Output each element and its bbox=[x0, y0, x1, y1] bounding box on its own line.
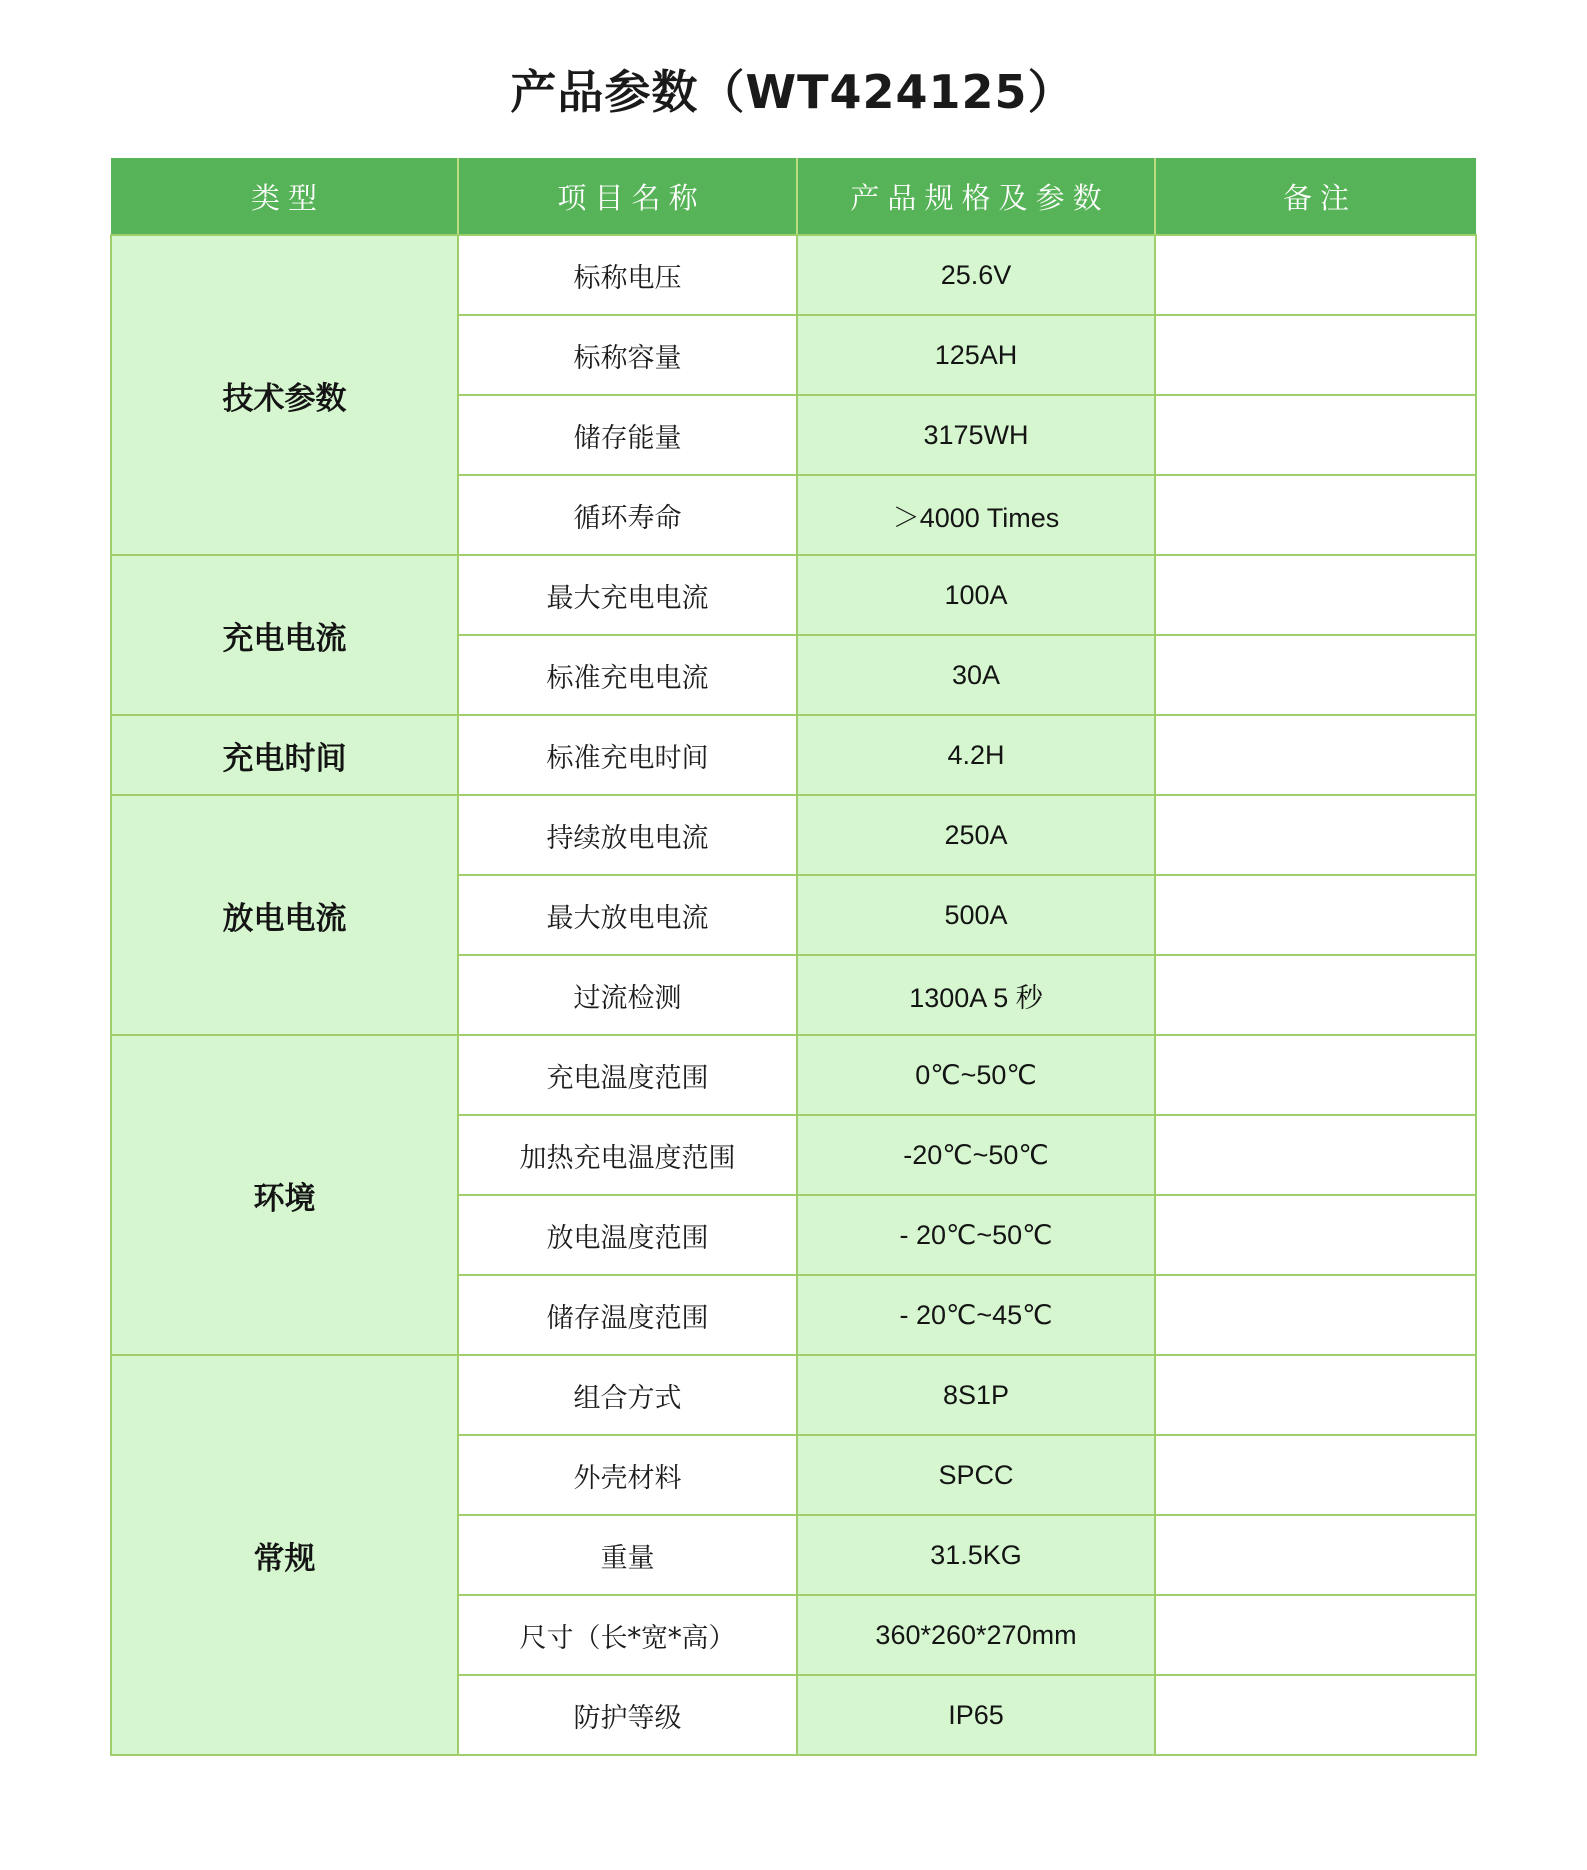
item-name-cell: 最大放电电流 bbox=[458, 875, 797, 955]
spec-value-cell: 500A bbox=[797, 875, 1155, 955]
item-name-cell: 组合方式 bbox=[458, 1355, 797, 1435]
section-type-cell: 放电电流 bbox=[111, 795, 458, 1035]
item-name-cell: 最大充电电流 bbox=[458, 555, 797, 635]
spec-value-cell: IP65 bbox=[797, 1675, 1155, 1755]
remark-cell bbox=[1155, 715, 1476, 795]
section-type-cell: 环境 bbox=[111, 1035, 458, 1355]
item-name-cell: 过流检测 bbox=[458, 955, 797, 1035]
spec-value-cell: 4.2H bbox=[797, 715, 1155, 795]
item-name-cell: 放电温度范围 bbox=[458, 1195, 797, 1275]
spec-value-cell: - 20℃~45℃ bbox=[797, 1275, 1155, 1355]
header-cell-type: 类 型 bbox=[111, 158, 458, 235]
table-header bbox=[111, 158, 1476, 235]
remark-cell bbox=[1155, 1675, 1476, 1755]
spec-sheet bbox=[110, 0, 1475, 1756]
remark-cell bbox=[1155, 315, 1476, 395]
remark-cell bbox=[1155, 1195, 1476, 1275]
spec-value-cell: 0℃~50℃ bbox=[797, 1035, 1155, 1115]
item-name-cell: 加热充电温度范围 bbox=[458, 1115, 797, 1195]
remark-cell bbox=[1155, 1355, 1476, 1435]
section-type-cell: 技术参数 bbox=[111, 235, 458, 555]
table-row bbox=[111, 715, 1476, 795]
item-name-cell: 标准充电时间 bbox=[458, 715, 797, 795]
section-type-cell: 充电电流 bbox=[111, 555, 458, 715]
spec-value-cell: 1300A 5 秒 bbox=[797, 955, 1155, 1035]
section-type-cell: 常规 bbox=[111, 1355, 458, 1755]
spec-value-cell: ＞4000 Times bbox=[797, 475, 1155, 555]
item-name-cell: 防护等级 bbox=[458, 1675, 797, 1755]
remark-cell bbox=[1155, 1595, 1476, 1675]
item-name-cell: 储存温度范围 bbox=[458, 1275, 797, 1355]
item-name-cell: 标称容量 bbox=[458, 315, 797, 395]
remark-cell bbox=[1155, 795, 1476, 875]
item-name-cell: 持续放电电流 bbox=[458, 795, 797, 875]
remark-cell bbox=[1155, 1115, 1476, 1195]
spec-value-cell: 3175WH bbox=[797, 395, 1155, 475]
table-row bbox=[111, 795, 1476, 875]
table-row bbox=[111, 1035, 1476, 1115]
item-name-cell: 标准充电电流 bbox=[458, 635, 797, 715]
table-row bbox=[111, 555, 1476, 635]
spec-value-cell: 125AH bbox=[797, 315, 1155, 395]
remark-cell bbox=[1155, 875, 1476, 955]
item-name-cell: 外壳材料 bbox=[458, 1435, 797, 1515]
table-row bbox=[111, 235, 1476, 315]
page-title: 产品参数（WT424125） bbox=[510, 65, 1075, 119]
section-type-cell: 充电时间 bbox=[111, 715, 458, 795]
item-name-cell: 充电温度范围 bbox=[458, 1035, 797, 1115]
spec-value-cell: 25.6V bbox=[797, 235, 1155, 315]
spec-value-cell: 31.5KG bbox=[797, 1515, 1155, 1595]
header-cell-item: 项 目 名 称 bbox=[458, 158, 797, 235]
spec-value-cell: 250A bbox=[797, 795, 1155, 875]
item-name-cell: 重量 bbox=[458, 1515, 797, 1595]
item-name-cell: 循环寿命 bbox=[458, 475, 797, 555]
spec-value-cell: 8S1P bbox=[797, 1355, 1155, 1435]
remark-cell bbox=[1155, 955, 1476, 1035]
remark-cell bbox=[1155, 395, 1476, 475]
header-row bbox=[111, 158, 1476, 235]
remark-cell bbox=[1155, 1435, 1476, 1515]
header-cell-spec: 产 品 规 格 及 参 数 bbox=[797, 158, 1155, 235]
spec-value-cell: 360*260*270mm bbox=[797, 1595, 1155, 1675]
spec-value-cell: 30A bbox=[797, 635, 1155, 715]
spec-value-cell: - 20℃~50℃ bbox=[797, 1195, 1155, 1275]
remark-cell bbox=[1155, 1515, 1476, 1595]
spec-value-cell: 100A bbox=[797, 555, 1155, 635]
header-cell-remark: 备 注 bbox=[1155, 158, 1476, 235]
item-name-cell: 储存能量 bbox=[458, 395, 797, 475]
spec-table bbox=[110, 158, 1477, 1756]
remark-cell bbox=[1155, 235, 1476, 315]
remark-cell bbox=[1155, 1035, 1476, 1115]
table-body bbox=[111, 235, 1476, 1755]
table-row bbox=[111, 1355, 1476, 1435]
spec-value-cell: SPCC bbox=[797, 1435, 1155, 1515]
remark-cell bbox=[1155, 475, 1476, 555]
remark-cell bbox=[1155, 1275, 1476, 1355]
remark-cell bbox=[1155, 635, 1476, 715]
item-name-cell: 尺寸（长*宽*高） bbox=[458, 1595, 797, 1675]
spec-value-cell: -20℃~50℃ bbox=[797, 1115, 1155, 1195]
item-name-cell: 标称电压 bbox=[458, 235, 797, 315]
remark-cell bbox=[1155, 555, 1476, 635]
